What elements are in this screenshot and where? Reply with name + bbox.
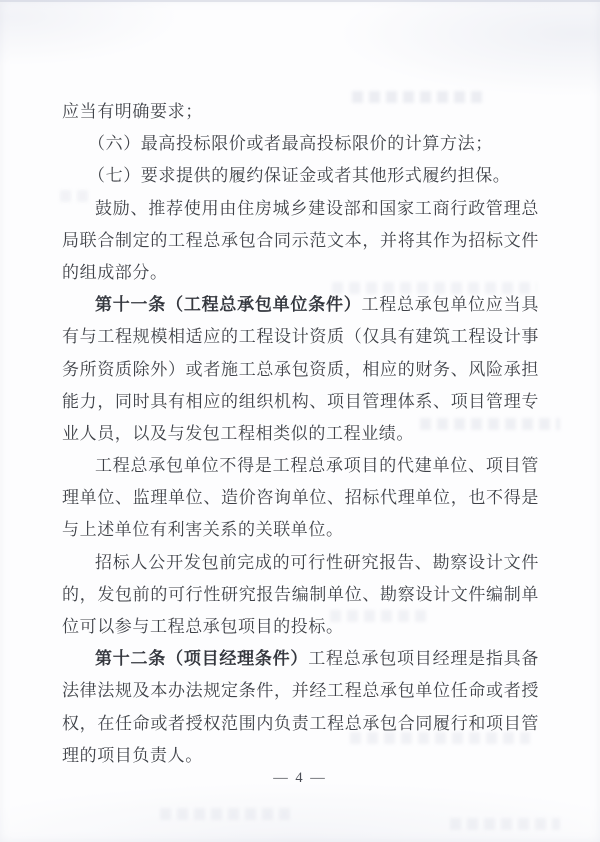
- document-line: 理的项目负责人。: [62, 745, 203, 765]
- document-line: （六）最高投标限价或者最高投标限价的计算方法；: [88, 134, 493, 154]
- document-body: [62, 96, 539, 772]
- document-line: 与上述单位有利害关系的关联单位。: [62, 520, 344, 540]
- bleedthrough-smudge: [450, 818, 560, 830]
- document-line: （七）要求提供的履约保证金或者其他形式履约担保。: [88, 166, 511, 186]
- document-line: [62, 643, 539, 675]
- document-line: 权，在任命或者授权范围内负责工程总承包合同履行和项目管: [62, 713, 539, 733]
- document-line: [62, 289, 539, 321]
- document-line: 的组成部分。: [62, 262, 168, 282]
- document-line: 业人员，以及与发包工程相类似的工程业绩。: [62, 423, 414, 443]
- page-number: — 4 —: [273, 770, 327, 786]
- article-12-heading: 第十二条（项目经理条件）: [95, 649, 309, 669]
- scan-edge-shadow: [0, 0, 600, 2]
- document-line: 位可以参与工程总承包项目的投标。: [62, 617, 344, 636]
- document-line-text: 工程总承包单位应当具: [361, 295, 539, 315]
- document-line: 局联合制定的工程总承包合同示范文本，并将其作为招标文件: [62, 230, 539, 250]
- document-line: 有与工程规模相适应的工程设计资质（仅具有建筑工程设计事: [62, 327, 539, 347]
- document-line: 的，发包前的可行性研究报告编制单位、勘察设计文件编制单: [62, 584, 539, 604]
- document-line-text: 工程总承包项目经理是指具备: [308, 649, 539, 669]
- bleedthrough-smudge: [160, 808, 290, 820]
- article-11-heading: 第十一条（工程总承包单位条件）: [95, 295, 362, 315]
- document-line: 能力，同时具有相应的组织机构、项目管理体系、项目管理专: [62, 391, 539, 411]
- document-line: 工程总承包单位不得是工程总承项目的代建单位、项目管: [95, 456, 539, 476]
- document-line: 鼓励、推荐使用由住房城乡建设部和国家工商行政管理总: [95, 198, 539, 218]
- document-line: 法律法规及本办法规定条件，并经工程总承包单位任命或者授: [62, 681, 539, 701]
- document-line: 务所资质除外）或者施工总承包资质，相应的财务、风险承担: [62, 359, 539, 379]
- document-line: 理单位、监理单位、造价咨询单位、招标代理单位，也不得是: [62, 488, 539, 508]
- document-line: 应当有明确要求；: [62, 102, 203, 121]
- document-line: 招标人公开发包前完成的可行性研究报告、勘察设计文件: [95, 552, 539, 572]
